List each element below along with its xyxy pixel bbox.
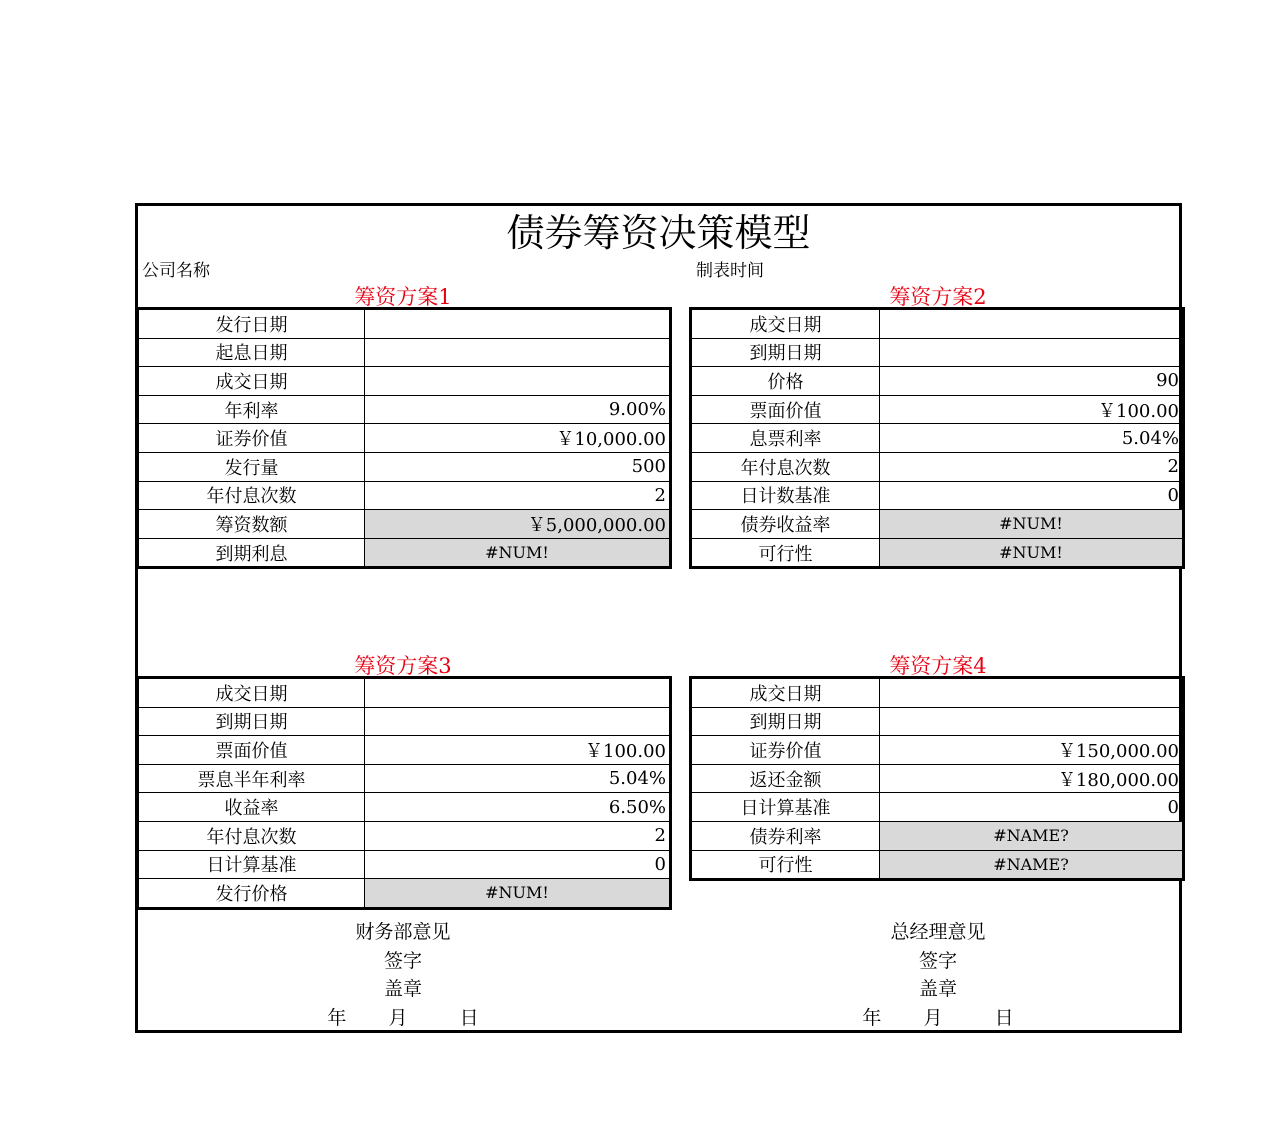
row-label: 债券利率	[692, 821, 880, 850]
day-count-basis-cell[interactable]: 0	[880, 793, 1183, 822]
row-label: 到期利息	[139, 538, 365, 567]
finance-opinion-heading: 财务部意见	[355, 921, 451, 943]
plan-3-table	[138, 678, 670, 908]
table-row	[139, 793, 670, 822]
financing-amount-cell[interactable]: ￥5,000,000.00	[365, 510, 670, 539]
feasibility-cell[interactable]: #NAME?	[880, 850, 1183, 879]
row-label: 起息日期	[139, 338, 365, 367]
row-label: 到期日期	[692, 338, 880, 367]
table-row	[692, 367, 1183, 396]
row-label: 返还金额	[692, 764, 880, 793]
table-row	[692, 395, 1183, 424]
table-row	[692, 707, 1183, 736]
semiannual-coupon-rate-cell[interactable]: 5.04%	[365, 764, 670, 793]
plan-4-heading: 筹资方案4	[889, 654, 987, 678]
year-label: 年	[862, 1006, 882, 1029]
price-cell[interactable]: 90	[880, 367, 1183, 396]
plan-2-heading: 筹资方案2	[889, 285, 987, 309]
bond-yield-cell[interactable]: #NUM!	[880, 510, 1183, 539]
settlement-date-cell[interactable]	[365, 679, 670, 708]
table-row	[139, 310, 670, 339]
gm-opinion-block	[691, 918, 1185, 1032]
company-name-label[interactable]: 公司名称	[142, 261, 210, 281]
table-row	[139, 736, 670, 765]
row-label: 成交日期	[139, 367, 365, 396]
table-row	[692, 764, 1183, 793]
row-label: 年利率	[139, 395, 365, 424]
plan-3-heading: 筹资方案3	[354, 654, 452, 678]
day-label: 日	[459, 1006, 479, 1029]
day-count-basis-cell[interactable]: 0	[880, 481, 1183, 510]
face-value-cell[interactable]: ￥100.00	[880, 395, 1183, 424]
row-label: 证券价值	[139, 424, 365, 453]
plan-4-table	[691, 678, 1183, 879]
table-row	[139, 395, 670, 424]
month-label: 月	[923, 1006, 943, 1029]
year-label: 年	[327, 1006, 347, 1029]
row-label: 可行性	[692, 538, 880, 567]
row-label: 收益率	[139, 793, 365, 822]
table-row	[692, 510, 1183, 539]
row-label: 日计算基准	[139, 850, 365, 879]
row-label: 日计算基准	[692, 793, 880, 822]
bond-financing-sheet	[135, 203, 1182, 1033]
value-date-cell[interactable]	[365, 338, 670, 367]
table-row	[692, 452, 1183, 481]
issue-price-cell[interactable]: #NUM!	[365, 879, 670, 908]
table-row	[139, 879, 670, 908]
table-row	[139, 821, 670, 850]
table-row	[139, 764, 670, 793]
table-row	[692, 679, 1183, 708]
settlement-date-cell[interactable]	[880, 310, 1183, 339]
maturity-date-cell[interactable]	[880, 707, 1183, 736]
row-label: 年付息次数	[692, 452, 880, 481]
table-row	[692, 850, 1183, 879]
maturity-date-cell[interactable]	[880, 338, 1183, 367]
payments-per-year-cell[interactable]: 2	[365, 481, 670, 510]
finance-sign-label[interactable]: 签字	[383, 949, 422, 972]
finance-stamp-label[interactable]: 盖章	[383, 978, 422, 1000]
plan-1-table	[138, 309, 670, 567]
table-row	[139, 510, 670, 539]
table-row	[139, 850, 670, 879]
table-row	[692, 793, 1183, 822]
gm-opinion-heading: 总经理意见	[890, 921, 986, 943]
table-row	[692, 310, 1183, 339]
row-label: 成交日期	[139, 679, 365, 708]
day-count-basis-cell[interactable]: 0	[365, 850, 670, 879]
row-label: 息票利率	[692, 424, 880, 453]
row-label: 可行性	[692, 850, 880, 879]
issue-volume-cell[interactable]: 500	[365, 452, 670, 481]
row-label: 票息半年利率	[139, 764, 365, 793]
gm-date-line[interactable]	[691, 1004, 1185, 1033]
finance-date-line[interactable]	[138, 1004, 668, 1033]
row-label: 债券收益率	[692, 510, 880, 539]
table-row	[139, 367, 670, 396]
settlement-date-cell[interactable]	[880, 679, 1183, 708]
finance-opinion-block	[138, 918, 668, 1032]
row-label: 筹资数额	[139, 510, 365, 539]
redemption-amount-cell[interactable]: ￥180,000.00	[880, 764, 1183, 793]
security-value-cell[interactable]: ￥10,000.00	[365, 424, 670, 453]
table-row	[692, 736, 1183, 765]
table-row	[692, 481, 1183, 510]
bond-rate-cell[interactable]: #NAME?	[880, 821, 1183, 850]
month-label: 月	[388, 1006, 408, 1029]
row-label: 票面价值	[139, 736, 365, 765]
table-row	[692, 338, 1183, 367]
plan-1-heading: 筹资方案1	[354, 285, 452, 309]
security-value-cell[interactable]: ￥150,000.00	[880, 736, 1183, 765]
row-label: 成交日期	[692, 679, 880, 708]
row-label: 年付息次数	[139, 821, 365, 850]
plan-2-table	[691, 309, 1183, 567]
report-date-label[interactable]: 制表时间	[696, 261, 764, 281]
annual-rate-cell[interactable]: 9.00%	[365, 395, 670, 424]
row-label: 发行价格	[139, 879, 365, 908]
table-row	[692, 538, 1183, 567]
payments-per-year-cell[interactable]: 2	[880, 452, 1183, 481]
day-label: 日	[994, 1006, 1014, 1029]
row-label: 成交日期	[692, 310, 880, 339]
table-row	[139, 538, 670, 567]
row-label: 到期日期	[692, 707, 880, 736]
table-row	[139, 707, 670, 736]
row-label: 发行量	[139, 452, 365, 481]
issue-date-cell[interactable]	[365, 310, 670, 339]
gm-stamp-label[interactable]: 盖章	[918, 978, 957, 1000]
maturity-date-cell[interactable]	[365, 707, 670, 736]
table-row	[139, 679, 670, 708]
page-title: 债券筹资决策模型	[506, 211, 811, 255]
table-row	[139, 452, 670, 481]
row-label: 发行日期	[139, 310, 365, 339]
maturity-interest-cell[interactable]: #NUM!	[365, 538, 670, 567]
gm-sign-label[interactable]: 签字	[918, 949, 957, 972]
coupon-rate-cell[interactable]: 5.04%	[880, 424, 1183, 453]
settlement-date-cell[interactable]	[365, 367, 670, 396]
table-row	[692, 821, 1183, 850]
table-row	[139, 481, 670, 510]
row-label: 证券价值	[692, 736, 880, 765]
table-row	[139, 424, 670, 453]
feasibility-cell[interactable]: #NUM!	[880, 538, 1183, 567]
row-label: 到期日期	[139, 707, 365, 736]
table-row	[139, 338, 670, 367]
row-label: 日计数基准	[692, 481, 880, 510]
face-value-cell[interactable]: ￥100.00	[365, 736, 670, 765]
row-label: 票面价值	[692, 395, 880, 424]
payments-per-year-cell[interactable]: 2	[365, 821, 670, 850]
table-row	[692, 424, 1183, 453]
row-label: 年付息次数	[139, 481, 365, 510]
row-label: 价格	[692, 367, 880, 396]
yield-cell[interactable]: 6.50%	[365, 793, 670, 822]
